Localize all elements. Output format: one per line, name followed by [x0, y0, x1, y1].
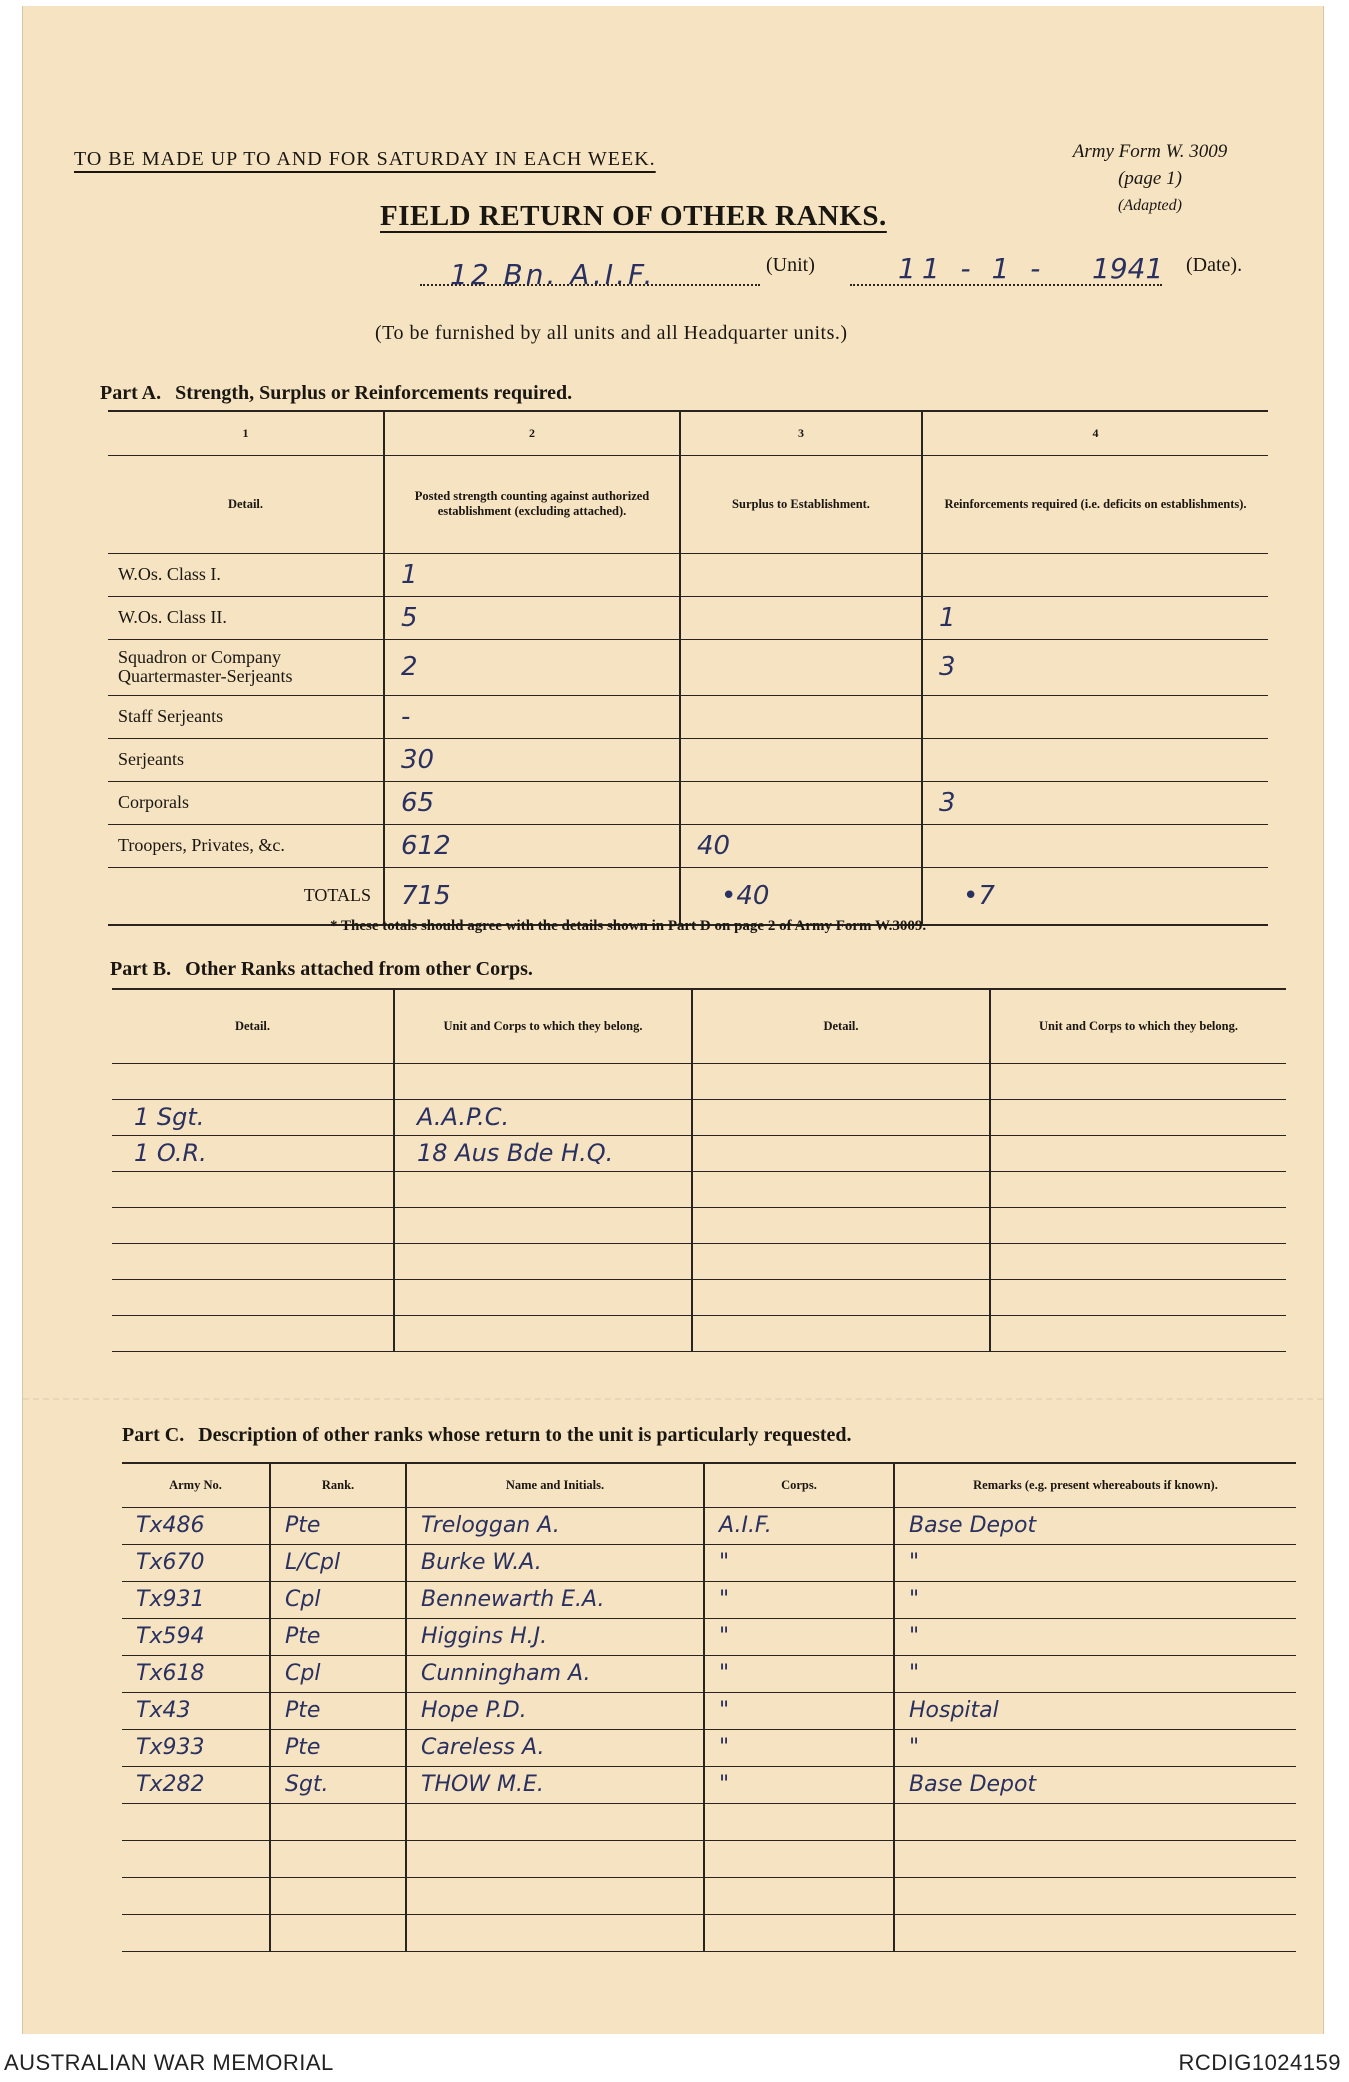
col-header-remarks: Remarks (e.g. present whereabouts if known). [894, 1463, 1296, 1507]
remarks: " [909, 1624, 920, 1649]
reinforcement-value: 3 [939, 652, 956, 682]
corps [705, 1883, 719, 1908]
rank: Cpl [285, 1587, 321, 1612]
totals-footnote: * These totals should agree with the details shown in Part D on page 2 of Army Form W.3009. [330, 918, 927, 934]
posted-value: 65 [401, 787, 435, 818]
name-initials: Treloggan A. [421, 1513, 560, 1538]
rank [271, 1846, 285, 1871]
name-initials: THOW M.E. [421, 1772, 544, 1797]
reinforcement-value: 1 [939, 602, 956, 633]
name-initials [407, 1846, 421, 1871]
army-number [122, 1846, 136, 1871]
col-header-detail: Detail. [108, 455, 384, 553]
posted-total: 715 [401, 880, 451, 911]
rank-detail: W.Os. Class II. [108, 596, 384, 639]
column-headers [112, 989, 1286, 1063]
form-identifier [1030, 138, 1270, 219]
remarks [895, 1920, 909, 1945]
corps: " [719, 1661, 730, 1686]
rank [271, 1883, 285, 1908]
attached-detail [112, 1067, 134, 1095]
attached-unit [395, 1211, 417, 1239]
remarks: " [909, 1661, 920, 1686]
col-header-name: Name and Initials. [406, 1463, 704, 1507]
army-number: Tx933 [136, 1735, 205, 1760]
attached-detail [112, 1283, 134, 1311]
date-label: (Date). [1186, 254, 1243, 276]
reinforcement-value [923, 560, 939, 590]
remarks [895, 1883, 909, 1908]
attached-unit [395, 1175, 417, 1203]
posted-value: 2 [401, 652, 418, 682]
part-a-label: Part A. [100, 382, 162, 404]
fold-line [23, 1398, 1323, 1400]
rank [271, 1809, 285, 1834]
army-number [122, 1883, 136, 1908]
rank-detail: Corporals [108, 781, 384, 824]
col-header-reinforcements: Reinforcements required (i.e. deficits on establishments). [922, 455, 1268, 553]
table-row [122, 1729, 1296, 1766]
remarks [895, 1846, 909, 1871]
rank: Pte [285, 1624, 321, 1649]
part-c-title: Description of other ranks whose return to the unit is particularly requested. [198, 1424, 852, 1446]
army-number: Tx931 [136, 1587, 205, 1612]
name-initials [407, 1920, 421, 1945]
table-row [108, 738, 1268, 781]
army-number: Tx618 [136, 1661, 205, 1686]
surplus-value [681, 652, 697, 682]
remarks: " [909, 1735, 920, 1760]
rank: Sgt. [285, 1772, 329, 1797]
remarks: Hospital [909, 1698, 999, 1723]
col-header-posted: Posted strength counting against authorized establishment (excluding attached). [384, 455, 680, 553]
table-row [108, 639, 1268, 695]
col-header-detail: Detail. [112, 989, 394, 1063]
attached-unit [395, 1247, 417, 1275]
rank [271, 1920, 285, 1945]
attached-detail [693, 1247, 715, 1275]
table-row [112, 1315, 1286, 1351]
rank: L/Cpl [285, 1550, 341, 1575]
posted-value: 612 [401, 830, 451, 861]
column-headers [108, 455, 1268, 553]
form-id: Army Form W. 3009 [1072, 141, 1228, 162]
remarks: " [909, 1587, 920, 1612]
part-a-title: Strength, Surplus or Reinforcements required. [175, 382, 573, 404]
col-number: 3 [680, 411, 922, 455]
part-a-table [108, 410, 1268, 926]
surplus-value [681, 745, 697, 775]
surplus-value [681, 788, 697, 818]
surplus-value [681, 702, 697, 732]
attached-unit [395, 1283, 417, 1311]
table-row [122, 1544, 1296, 1581]
army-number [122, 1920, 136, 1945]
army-number: Tx43 [136, 1698, 191, 1723]
archive-id: RCDIG1024159 [1178, 2050, 1341, 2075]
attached-unit: A.A.P.C. [417, 1103, 510, 1131]
part-c-table [122, 1462, 1296, 1952]
name-initials [407, 1883, 421, 1908]
attached-detail [693, 1283, 715, 1311]
corps: " [719, 1772, 730, 1797]
table-row [122, 1507, 1296, 1544]
name-initials [407, 1809, 421, 1834]
rank-detail: Serjeants [108, 738, 384, 781]
table-row [112, 1063, 1286, 1099]
col-header-surplus: Surplus to Establishment. [680, 455, 922, 553]
posted-value: - [401, 701, 411, 732]
table-row [112, 1207, 1286, 1243]
subtitle: (To be furnished by all units and all Headquarter units.) [375, 322, 848, 344]
unit-label: (Unit) [766, 254, 815, 276]
table-row [122, 1581, 1296, 1618]
rank: Pte [285, 1735, 321, 1760]
totals-label: TOTALS [108, 867, 384, 925]
table-row [122, 1914, 1296, 1951]
corps [705, 1846, 719, 1871]
surplus-value [681, 603, 697, 633]
table-row [122, 1655, 1296, 1692]
part-b-label: Part B. [110, 958, 172, 980]
name-initials: Careless A. [421, 1735, 545, 1760]
table-row [108, 824, 1268, 867]
col-header-army-no: Army No. [122, 1463, 270, 1507]
rank-detail: Staff Serjeants [108, 695, 384, 738]
col-number: 4 [922, 411, 1268, 455]
name-initials: Bennewarth E.A. [421, 1587, 605, 1612]
part-c-label: Part C. [122, 1424, 185, 1446]
form-adapted: (Adapted) [1118, 197, 1182, 214]
army-number: Tx486 [136, 1513, 205, 1538]
table-row [112, 1279, 1286, 1315]
table-row [122, 1692, 1296, 1729]
table-row [112, 1171, 1286, 1207]
part-b-table [112, 988, 1286, 1352]
attached-unit [991, 1283, 1013, 1311]
remarks: " [909, 1550, 920, 1575]
totals-row [108, 867, 1268, 925]
corps: " [719, 1698, 730, 1723]
attached-detail [112, 1211, 134, 1239]
remarks: Base Depot [909, 1513, 1037, 1538]
remarks: Base Depot [909, 1772, 1037, 1797]
corps: " [719, 1624, 730, 1649]
reinforcement-total: •7 [963, 880, 995, 911]
col-header-rank: Rank. [270, 1463, 406, 1507]
name-initials: Burke W.A. [421, 1550, 542, 1575]
instruction-line: TO BE MADE UP TO AND FOR SATURDAY IN EACH WEEK. [74, 148, 656, 170]
corps: " [719, 1550, 730, 1575]
reinforcement-value [923, 745, 939, 775]
reinforcement-value [923, 702, 939, 732]
col-header-unit-corps: Unit and Corps to which they belong. [394, 989, 692, 1063]
corps: " [719, 1735, 730, 1760]
reinforcement-value: 3 [939, 787, 956, 818]
name-initials: Hope P.D. [421, 1698, 527, 1723]
unit-value: 12 Bn. A.I.F. [450, 258, 656, 291]
reinforcement-value [923, 831, 939, 861]
col-header-detail: Detail. [692, 989, 990, 1063]
rank-detail: Troopers, Privates, &c. [108, 824, 384, 867]
army-number: Tx594 [136, 1624, 205, 1649]
remarks [895, 1809, 909, 1834]
attached-unit: 18 Aus Bde H.Q. [417, 1139, 614, 1167]
attached-detail [693, 1319, 715, 1347]
attached-unit [991, 1211, 1013, 1239]
col-header-corps: Corps. [704, 1463, 894, 1507]
table-row [108, 553, 1268, 596]
name-initials: Cunningham A. [421, 1661, 591, 1686]
attached-detail [693, 1139, 715, 1167]
rank: Pte [285, 1513, 321, 1538]
table-row [122, 1803, 1296, 1840]
table-row [122, 1618, 1296, 1655]
attached-unit [395, 1319, 417, 1347]
column-numbers [108, 411, 1268, 455]
part-b-heading [110, 958, 533, 981]
army-number: Tx670 [136, 1550, 205, 1575]
column-headers [122, 1463, 1296, 1507]
attached-detail [693, 1211, 715, 1239]
date-value: 11 - 1 - [898, 252, 1047, 285]
attached-detail [112, 1247, 134, 1275]
col-header-unit-corps: Unit and Corps to which they belong. [990, 989, 1286, 1063]
part-b-title: Other Ranks attached from other Corps. [185, 958, 533, 980]
attached-unit [991, 1319, 1013, 1347]
year-value: 1941 [1092, 252, 1164, 285]
attached-unit [991, 1103, 1013, 1131]
col-number: 2 [384, 411, 680, 455]
attached-detail [112, 1175, 134, 1203]
table-row [108, 596, 1268, 639]
attached-unit [395, 1067, 417, 1095]
attached-unit [991, 1247, 1013, 1275]
posted-value: 5 [401, 602, 418, 633]
attached-unit [991, 1175, 1013, 1203]
col-number: 1 [108, 411, 384, 455]
attached-unit [991, 1139, 1013, 1167]
attached-detail [693, 1103, 715, 1131]
corps [705, 1809, 719, 1834]
rank: Cpl [285, 1661, 321, 1686]
posted-value: 1 [401, 559, 418, 590]
table-row [112, 1099, 1286, 1135]
rank-detail: W.Os. Class I. [108, 553, 384, 596]
surplus-value [681, 560, 697, 590]
attached-unit [991, 1067, 1013, 1095]
table-row [122, 1766, 1296, 1803]
table-row [112, 1135, 1286, 1171]
corps: A.I.F. [719, 1513, 772, 1538]
corps: " [719, 1587, 730, 1612]
surplus-value: 40 [697, 830, 731, 861]
surplus-total: •40 [721, 880, 770, 911]
table-row [122, 1877, 1296, 1914]
archive-credit: AUSTRALIAN WAR MEMORIAL [4, 2050, 334, 2075]
army-number: Tx282 [136, 1772, 205, 1797]
table-row [108, 695, 1268, 738]
rank: Pte [285, 1698, 321, 1723]
attached-detail: 1 O.R. [134, 1139, 207, 1167]
table-row [112, 1243, 1286, 1279]
corps [705, 1920, 719, 1945]
table-row [122, 1840, 1296, 1877]
form-page: (page 1) [1118, 168, 1182, 189]
attached-detail [112, 1319, 134, 1347]
table-row [108, 781, 1268, 824]
attached-detail [693, 1175, 715, 1203]
name-initials: Higgins H.J. [421, 1624, 548, 1649]
attached-detail [693, 1067, 715, 1095]
rank-detail: Squadron or Company Quartermaster-Serjeants [108, 639, 384, 695]
page-title: FIELD RETURN OF OTHER RANKS. [380, 200, 887, 232]
attached-detail: 1 Sgt. [134, 1103, 205, 1131]
posted-value: 30 [401, 744, 435, 775]
part-a-heading [100, 382, 572, 405]
army-number [122, 1809, 136, 1834]
part-c-heading [122, 1424, 852, 1447]
